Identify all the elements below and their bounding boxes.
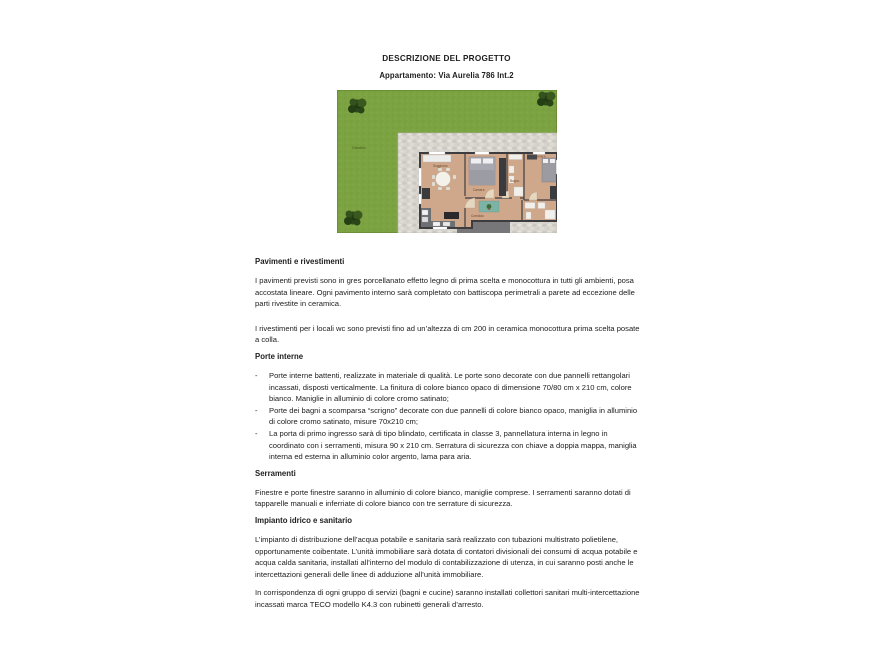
- plan-label-bedroom-main: Camera: [473, 188, 485, 192]
- list-item: [255, 405, 643, 428]
- corridor-rug: [479, 201, 499, 212]
- plan-label-bedroom-right: Camera: [534, 154, 546, 159]
- tree-icon: [348, 99, 367, 114]
- plan-label-bathroom: Bagno: [510, 179, 520, 183]
- bullet-marker: -: [255, 428, 258, 438]
- list-item: [255, 428, 643, 463]
- bullet-text-3: La porta di primo ingresso sarà di tipo blindato, certificata in classe 3, pannellatura interna in legno in coordinato con i serramenti, misura 90 x 210 cm. Serratura di sicurezza con chiave a doppia mappa, maniglia interna ed esterna in alluminio color argento, lama para aria.: [269, 428, 637, 462]
- paragraph-impianto-2: In corrispondenza di ogni gruppo di servizi (bagni e cucine) saranno installati collettori sanitari multi-intercettazione incassati marca TECO modello K4.3 con rubinetti generali d’arresto.: [255, 588, 640, 609]
- paragraph-impianto-1: L’impianto di distribuzione dell’acqua potabile e sanitaria sarà realizzato con tubazioni multistrato polietilene, opportunamente coibentate. L’unità immobiliare sarà dotata di contatori divisionali dei consumi di acqua potabile e acqua calda sanitaria, installati all’interno del modulo di contabilizzazione di utenza, in cui saranno posti anche le intercettazioni generali delle linee di adduzione all’unità immobiliare.: [255, 534, 638, 579]
- paragraph-pavimenti-2: I rivestimenti per i locali wc sono previsti fino ad un’altezza di cm 200 in ceramica monocottura prima scelta posate a colla.: [255, 323, 640, 345]
- bullet-text-2: Porte dei bagni a scomparsa “scrigno” decorate con due pannelli di colore bianco opaco, maniglia in alluminio di colore cromo satinato, misure 70x210 cm;: [269, 405, 638, 427]
- section-heading-serramenti: Serramenti: [255, 468, 296, 478]
- tree-icon: [537, 92, 556, 107]
- paragraph-serramenti-1: Finestre e porte finestre saranno in alluminio di colore bianco, maniglie comprese. I serramenti saranno dotati di tapparelle manuali e inferriate di colore bianco con tre serrature di sicurezza.: [255, 487, 631, 509]
- section-heading-pavimenti: Pavimenti e rivestimenti: [255, 257, 345, 266]
- list-item: [255, 370, 643, 405]
- bullet-text-1: Porte interne battenti, realizzate in materiale di qualità. Le porte sono decorate con due pannelli rettangolari incassati, disposti verticalmente. La finitura di colore bianco opaco di dimensione 70/80 cm x 210 cm, colore bianco. Maniglie in alluminio di colore cromo satinato;: [269, 370, 632, 404]
- paragraph-pavimenti-1: I pavimenti previsti sono in gres porcellanato effetto legno di prima scelta e monocottura in tutti gli ambienti, posa accostata lineare. Ogni pavimento interno sarà completato con battiscopa perimetrali a parete ad eccezione delle parti rivestite in ceramica.: [255, 276, 635, 309]
- section-heading-porte: Porte interne: [255, 351, 304, 361]
- floor-plan-image: [337, 90, 557, 233]
- document-title: DESCRIZIONE DEL PROGETTO: [382, 54, 511, 63]
- plan-label-living: Soggiorno: [433, 164, 448, 168]
- bullet-marker: -: [255, 370, 258, 380]
- floor-plan-figure: [337, 90, 557, 233]
- section-heading-impianto: Impianto idrico e sanitario: [255, 515, 353, 525]
- document-subtitle: Appartamento: Via Aurelia 786 Int.2: [379, 71, 514, 80]
- bullet-marker: -: [255, 405, 258, 415]
- plan-label-garden: Giardino: [352, 146, 366, 150]
- plan-label-corridor: Corridoio: [471, 214, 484, 218]
- tree-icon: [344, 211, 363, 226]
- document-body: [255, 253, 643, 623]
